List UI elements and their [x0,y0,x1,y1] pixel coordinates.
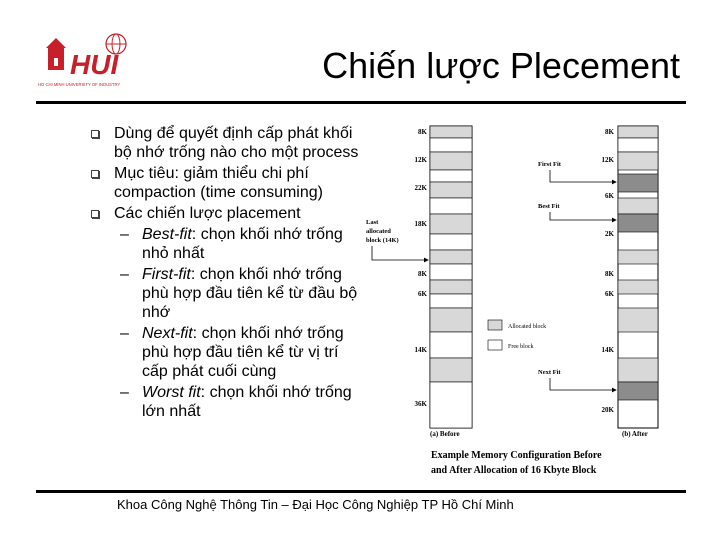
header-divider [36,101,686,104]
page-title: Chiến lược Plecement [322,45,680,86]
sub-bullet-item: – First-fit: chọn khối nhớ trống phù hợp đầu tiên kể từ đầu bộ nhớ [120,266,358,321]
sub-bullet-item: – Next-fit: chọn khối nhớ trống phù hợp đầu tiên kể từ vị trí cấp phát cuối cùng [120,325,344,380]
logo-subtext: HO CHI MINH UNIVERSITY OF INDUSTRY [38,82,121,87]
strategy-description: : chọn khối nhớ trống phù hợp đầu tiên kể từ vị trí cấp phát cuối cùng [142,325,344,380]
memory-after-column [618,126,658,428]
strategy-term: Best-fit [142,226,192,243]
before-sublabel: (a) Before [430,430,460,438]
svg-text:Last: Last [366,219,379,226]
bullet-list [88,124,368,423]
bullet-marker-icon [91,170,99,178]
logo-text: HUI [70,49,119,80]
legend [488,320,546,350]
legend-allocated-label: Allocated block [508,324,547,330]
bullet-text: Các chiến lược placement [114,205,301,222]
free-swatch [488,340,502,350]
bullet-text: Dùng để quyết định cấp phát khối bộ nhớ trống nào cho một process [114,125,359,161]
strategy-term: Worst fit [142,384,201,401]
memory-before-column [430,126,472,428]
next-fit-label: Next Fit [538,369,561,376]
before-size-label: 22K [414,184,427,192]
strategy-description: : chọn khối nhớ trống lớn nhất [142,384,352,420]
allocated-swatch [488,320,502,330]
bullet-item [88,124,368,162]
after-size-label: 12K [601,156,614,164]
before-size-label: 12K [414,156,427,164]
svg-text:allocated: allocated [366,228,391,235]
after-sublabel: (b) After [622,430,648,438]
after-size-label: 8K [605,128,614,136]
after-size-label: 6K [605,192,614,200]
before-size-label: 8K [418,128,427,136]
bullet-item [88,204,368,223]
strategy-term: Next-fit [142,325,193,342]
figure-caption-line1: Example Memory Configuration Before [431,450,602,461]
castle-icon [46,38,66,70]
after-size-label: 20K [601,406,614,414]
university-logo [34,30,144,90]
legend-free-label: Free block [508,344,534,350]
before-size-label: 6K [418,290,427,298]
after-size-label: 2K [605,230,614,238]
last-allocated-annotation [366,219,399,244]
bullet-marker-icon [91,210,99,218]
after-size-label: 6K [605,290,614,298]
bullet-item [88,164,368,202]
sub-bullet-item: – Best-fit: chọn khối nhớ trống nhỏ nhất [120,226,343,262]
before-size-label: 36K [414,400,427,408]
bullet-marker-icon [91,130,99,138]
best-fit-label: Best Fit [538,203,560,210]
footer-divider [36,490,686,493]
after-size-label: 14K [601,346,614,354]
svg-text:block (14K): block (14K) [366,237,399,244]
sub-bullet-item: – Worst fit: chọn khối nhớ trống lớn nhất [120,384,352,420]
strategy-term: First-fit [142,266,191,283]
before-size-label: 18K [414,220,427,228]
figure-caption-line2: and After Allocation of 16 Kbyte Block [431,465,597,476]
bullet-text: Mục tiêu: giảm thiểu chi phí compaction (time consuming) [114,165,323,201]
after-size-label: 8K [605,270,614,278]
first-fit-label: First Fit [538,161,561,168]
strategy-description: : chọn khối nhớ trống nhỏ nhất [142,226,343,262]
strategy-description: : chọn khối nhớ trống phù hợp đầu tiên kể từ đầu bộ nhớ [142,266,358,321]
footer-text: Khoa Công Nghệ Thông Tin – Đại Học Công Nghiệp TP Hồ Chí Minh [117,497,514,512]
before-size-label: 8K [418,270,427,278]
memory-configuration-figure [360,118,690,488]
before-size-label: 14K [414,346,427,354]
